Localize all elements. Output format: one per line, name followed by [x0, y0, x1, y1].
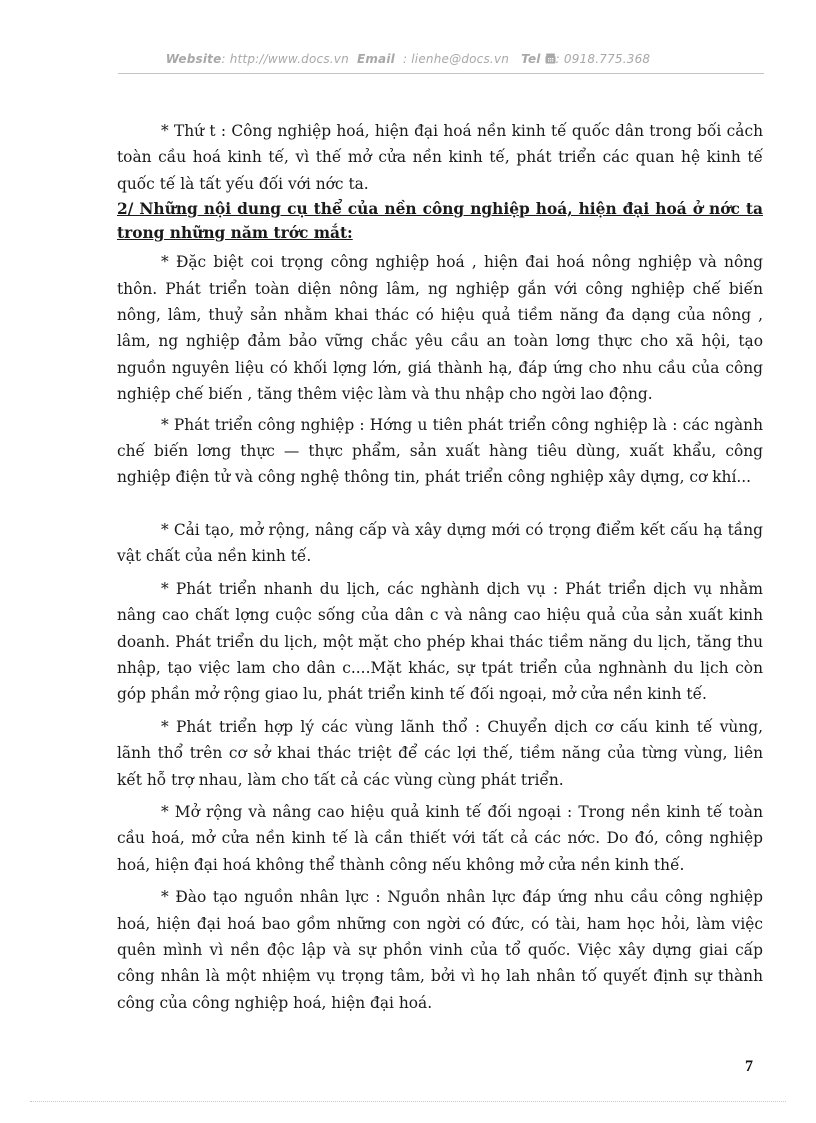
phone-icon: [545, 53, 556, 67]
header-divider: [118, 73, 764, 74]
paragraph-1: * Thứ t : Công nghiệp hoá, hiện đại hoá nền kinh tế quốc dân trong bối cảch toàn cầu hoá kinh tế, vì thế mở cửa nền kinh tế, phát triển các quan hệ kinh tế quốc tế là tất yếu đối với nớc ta.: [117, 122, 763, 193]
paragraph-5: * Phát triển nhanh du lịch, các nghành dịch vụ : Phát triển dịch vụ nhằm nâng cao chất lợng cuộc sống của dân c và nâng cao hiệu quả của sản xuất kinh doanh. Phát triển du lịch, một mặt cho phép khai thác tiềm năng du lịch, tăng thu nhập, tạo việc lam cho dân c....Mặt khác, sự tpát triển của nghnành du lịch còn góp phần mở rộng giao lu, phát triển kinh tế đối ngoại, mở cửa nền kinh tế.: [117, 579, 763, 704]
paragraph-6: * Phát triển hợp lý các vùng lãnh thổ : Chuyển dịch cơ cấu kinh tế vùng, lãnh thổ trên cơ sở khai thác triệt để các lợi thế, tiềm năng của từng vùng, liên kết hỗ trợ nhau, làm cho tất cả các vùng cùng phát triển.: [117, 717, 763, 789]
paragraph-7: * Mở rộng và nâng cao hiệu quả kinh tế đối ngoại : Trong nền kinh tế toàn cầu hoá, mở cửa nền kinh tế là cần thiết với tất cả các nớc. Do đó, công nghiệp hoá, hiện đại hoá không thể thành công nếu không mở cửa nền kinh thế.: [117, 802, 763, 874]
tel-label: Tel: [521, 52, 541, 66]
paragraph-2: * Đặc biệt coi trọng công nghiệp hoá , hiện đai hoá nông nghiệp và nông thôn. Phát triển toàn diện nông lâm, ng nghiệp gắn với công nghiệp chế biến nông, lâm, thuỷ sản nhằm khai thác có hiệu quả tiềm năng đa dạng của nông , lâm, ng nghiệp đảm bảo vững chắc yêu cầu an toàn lơng thực cho xã hội, tạo nguồn nguyên liệu có khối lợng lớn, giá thành hạ, đáp ứng cho nhu cầu của công nghiệp chế biến , tăng thêm việc làm và thu nhập cho ngời lao động.: [117, 253, 763, 404]
footer-divider: [30, 1101, 786, 1102]
paragraph-8: * Đào tạo nguồn nhân lực : Nguồn nhân lực đáp ứng nhu cầu công nghiệp hoá, hiện đại hoá bao gồm những con ngời có đức, có tài, ham học hỏi, làm việc quên mình vì nền độc lập và sự phồn vinh của tổ quốc. Việc xây dựng giai cấp công nhân là một nhiệm vụ trọng tâm, bởi vì họ lah nhân tố quyết định sự thành công của công nghiệp hoá, hiện đại hoá.: [117, 888, 763, 1012]
paragraph-3: * Phát triển công nghiệp : Hớng u tiên phát triển công nghiệp là : các ngành chế biến lơng thực — thực phẩm, sản xuất hàng tiêu dùng, xuất khẩu, công nghiệp điện tử và công nghệ thông tin, phát triển công nghiệp xây dựng, cơ khí...: [117, 415, 763, 487]
section-heading: 2/ Những nội dung cụ thể của nền công nghiệp hoá, hiện đại hoá ở nớc ta trong những năm trớc mắt:: [117, 200, 763, 243]
email-address[interactable]: : lienhe@docs.vn: [403, 52, 510, 66]
page-header: [0, 52, 816, 67]
website-url[interactable]: : http://www.docs.vn: [221, 52, 349, 66]
tel-number: : 0918.775.368: [555, 52, 651, 66]
website-label: Website: [165, 52, 222, 66]
paragraph-4: * Cải tạo, mở rộng, nâng cấp và xây dựng mới có trọng điểm kết cấu hạ tầng vật chất của nền kinh tế.: [117, 520, 763, 566]
document-body: [117, 118, 763, 1016]
page-number: 7: [745, 1058, 753, 1075]
email-label: Email: [356, 52, 395, 66]
